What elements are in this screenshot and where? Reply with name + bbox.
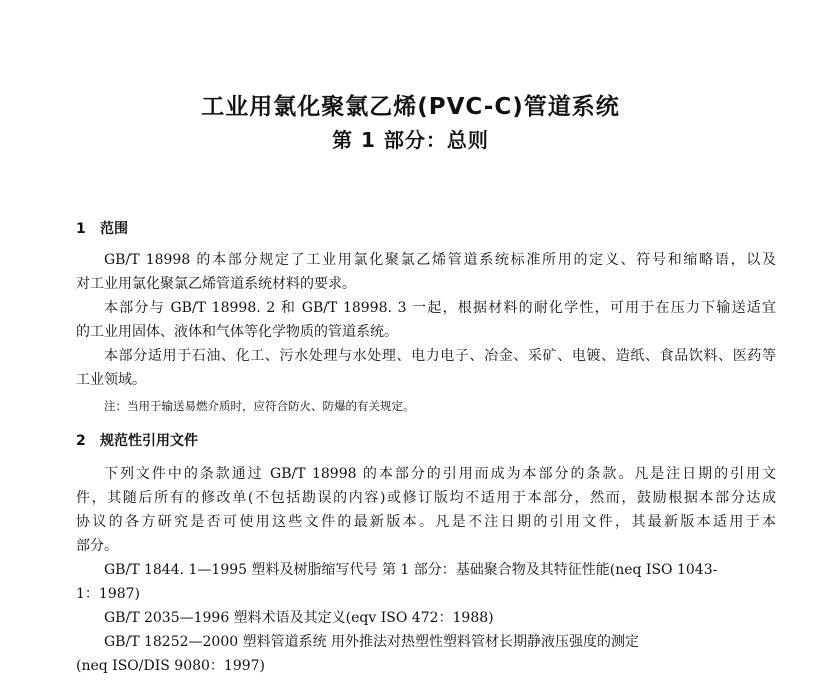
paragraph-line: GB/T 18998 的本部分规定了工业用氯化聚氯乙烯管道系统标准所用的定义、符号和缩略语，以及 (104, 252, 776, 268)
paragraph-line: 工业领域。 (76, 372, 146, 388)
section-number: 1 (76, 221, 86, 237)
reference-entry-continuation: (neq ISO/DIS 9080：1997) (76, 658, 266, 674)
paragraph-line: 本部分与 GB/T 18998. 2 和 GB/T 18998. 3 一起，根据材料的耐化学性，可用于在压力下输送适宜 (104, 300, 776, 316)
paragraph-line: 协议的各方研究是否可使用这些文件的最新版本。凡是不注日期的引用文件，其最新版本适用于本 (76, 514, 776, 530)
section-heading-normative-references (76, 430, 198, 450)
reference-entry: GB/T 1844. 1—1995 塑料及树脂缩写代号 第 1 部分：基础聚合物及其特征性能(neq ISO 1043- (104, 562, 718, 578)
section-title: 规范性引用文件 (100, 433, 198, 449)
reference-entry: GB/T 2035—1996 塑料术语及其定义(eqv ISO 472：1988) (104, 610, 494, 626)
section-number: 2 (76, 433, 86, 449)
paragraph-line: 本部分适用于石油、化工、污水处理与水处理、电力电子、冶金、采矿、电镀、造纸、食品饮料、医药等 (104, 348, 776, 364)
note: 注：当用于输送易燃介质时，应符合防火、防爆的有关规定。 (104, 399, 415, 413)
reference-entry: GB/T 18252—2000 塑料管道系统 用外推法对热塑性塑料管材长期静液压强度的测定 (104, 634, 640, 650)
reference-entry-continuation: 1：1987) (76, 586, 140, 602)
paragraph-line: 对工业用氯化聚氯乙烯管道系统材料的要求。 (76, 276, 356, 292)
document-subtitle: 第 1 部分：总则 (332, 128, 489, 152)
paragraph-line: 的工业用固体、液体和气体等化学物质的管道系统。 (76, 324, 398, 340)
section-title: 范围 (100, 221, 128, 237)
paragraph-line: 下列文件中的条款通过 GB/T 18998 的本部分的引用而成为本部分的条款。凡是注日期的引用文 (104, 466, 776, 482)
paragraph-line: 件，其随后所有的修改单(不包括勘误的内容)或修订版均不适用于本部分，然而，鼓励根据本部分达成 (76, 490, 776, 506)
paragraph-line: 部分。 (76, 538, 118, 554)
document-title: 工业用氯化聚氯乙烯(PVC-C)管道系统 (201, 94, 620, 120)
section-heading-scope (76, 218, 128, 238)
